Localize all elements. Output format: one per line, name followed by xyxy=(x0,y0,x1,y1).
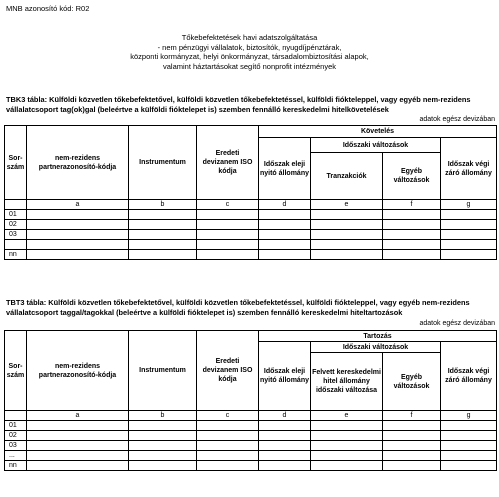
input-cell[interactable] xyxy=(383,451,441,461)
row-label: nn xyxy=(5,250,27,260)
input-cell[interactable] xyxy=(441,421,497,431)
input-cell[interactable] xyxy=(259,250,311,260)
input-cell[interactable] xyxy=(197,441,259,451)
input-cell[interactable] xyxy=(259,240,311,250)
header-opening: Időszak eleji nyitó állomány xyxy=(259,342,311,411)
table-row xyxy=(5,250,497,260)
header-credit-change: Felvett kereskedelmi hitel állomány időszaki változása xyxy=(311,353,383,411)
input-cell[interactable] xyxy=(259,461,311,471)
header-partner-code: nem-rezidens partnerazonosító-kódja xyxy=(27,126,129,200)
input-cell[interactable] xyxy=(311,250,383,260)
input-cell[interactable] xyxy=(441,250,497,260)
letter-cell: a xyxy=(27,411,129,421)
input-cell[interactable] xyxy=(197,461,259,471)
input-cell[interactable] xyxy=(383,431,441,441)
input-cell[interactable] xyxy=(197,210,259,220)
input-cell[interactable] xyxy=(441,240,497,250)
header-partner-code: nem-rezidens partnerazonosító-kódja xyxy=(27,331,129,411)
header-currency: Eredeti devizanem ISO kódja xyxy=(197,126,259,200)
input-cell[interactable] xyxy=(383,461,441,471)
input-cell[interactable] xyxy=(441,441,497,451)
input-cell[interactable] xyxy=(311,461,383,471)
table-row xyxy=(5,230,497,240)
input-cell[interactable] xyxy=(441,210,497,220)
input-cell[interactable] xyxy=(259,431,311,441)
input-cell[interactable] xyxy=(383,220,441,230)
letter-cell: b xyxy=(129,200,197,210)
letter-cell: c xyxy=(197,411,259,421)
input-cell[interactable] xyxy=(129,421,197,431)
row-label: ... xyxy=(5,451,27,461)
table-row xyxy=(5,441,497,451)
header-other-changes: Egyéb változások xyxy=(383,153,441,200)
header-opening: Időszak eleji nyitó állomány xyxy=(259,138,311,200)
input-cell[interactable] xyxy=(129,441,197,451)
letter-cell: g xyxy=(441,200,497,210)
header-closing: Időszak végi záró állomány xyxy=(441,138,497,200)
header-sorszam: Sor-szám xyxy=(5,126,27,200)
table-row xyxy=(5,210,497,220)
input-cell[interactable] xyxy=(441,461,497,471)
row-label: 02 xyxy=(5,431,27,441)
input-cell[interactable] xyxy=(383,210,441,220)
header-group: Tartozás xyxy=(259,331,497,342)
input-cell[interactable] xyxy=(311,210,383,220)
table-row xyxy=(5,421,497,431)
input-cell[interactable] xyxy=(383,230,441,240)
input-cell[interactable] xyxy=(27,230,129,240)
input-cell[interactable] xyxy=(311,441,383,451)
header-closing: Időszak végi záró állomány xyxy=(441,342,497,411)
input-cell[interactable] xyxy=(197,220,259,230)
input-cell[interactable] xyxy=(129,220,197,230)
input-cell[interactable] xyxy=(197,230,259,240)
header-group: Követelés xyxy=(259,126,497,138)
table-row xyxy=(5,240,497,250)
input-cell[interactable] xyxy=(27,451,129,461)
row-label: nn xyxy=(5,461,27,471)
title-line: Tőkebefektetések havi adatszolgáltatása xyxy=(181,33,318,42)
input-cell[interactable] xyxy=(311,451,383,461)
letter-cell: a xyxy=(27,200,129,210)
input-cell[interactable] xyxy=(129,240,197,250)
input-cell[interactable] xyxy=(197,250,259,260)
title-line: - nem pénzügyi vállalatok, biztosítók, nyugdíjpénztárak, xyxy=(157,42,342,52)
input-cell[interactable] xyxy=(383,421,441,431)
input-cell[interactable] xyxy=(259,220,311,230)
input-cell[interactable] xyxy=(197,421,259,431)
input-cell[interactable] xyxy=(129,461,197,471)
unit-note: adatok egész devizában xyxy=(419,320,495,327)
letter-cell: f xyxy=(383,411,441,421)
letter-cell: e xyxy=(311,200,383,210)
input-cell[interactable] xyxy=(259,441,311,451)
letter-cell: b xyxy=(129,411,197,421)
input-cell[interactable] xyxy=(259,230,311,240)
input-cell[interactable] xyxy=(129,230,197,240)
letter-cell: f xyxy=(383,200,441,210)
mnb-code: MNB azonosító kód: R02 xyxy=(6,4,90,13)
letter-cell: e xyxy=(311,411,383,421)
input-cell[interactable] xyxy=(27,421,129,431)
input-cell[interactable] xyxy=(27,461,129,471)
tbt3-table xyxy=(4,330,497,471)
header-sorszam: Sor-szám xyxy=(5,331,27,411)
row-label: 01 xyxy=(5,210,27,220)
input-cell[interactable] xyxy=(259,421,311,431)
input-cell[interactable] xyxy=(129,451,197,461)
input-cell[interactable] xyxy=(311,421,383,431)
header-currency: Eredeti devizanem ISO kódja xyxy=(197,331,259,411)
row-label xyxy=(5,240,27,250)
input-cell[interactable] xyxy=(197,431,259,441)
input-cell[interactable] xyxy=(311,431,383,441)
table-heading-tbk3: TBK3 tábla: Külföldi közvetlen tőkebefektetővel, külföldi közvetlen tőkebefektetéssel, külföldi fióktelеppel, vagy egyéb nem-rezidens vállalatcsoport tag(ok)gal (beleértve a külföldi fióktelepet is) szemben fennálló kereskedelmi hitelkövetelések xyxy=(6,95,471,114)
table-row xyxy=(5,451,497,461)
unit-note: adatok egész devizában xyxy=(419,116,495,123)
letter-cell: d xyxy=(259,411,311,421)
input-cell[interactable] xyxy=(129,250,197,260)
title-line: központi kormányzat, helyi önkormányzat, társadalombiztosítási alapok, xyxy=(130,52,369,62)
tbk3-table xyxy=(4,125,497,260)
header-instrument: Instrumentum xyxy=(129,126,197,200)
letter-cell xyxy=(5,200,27,210)
header-changes: Időszaki változások xyxy=(311,138,441,153)
input-cell[interactable] xyxy=(259,210,311,220)
table-heading-tbt3: TBT3 tábla: Külföldi közvetlen tőkebefektetővel, külföldi közvetlen tőkebefektetéssel, külföldi fióktelеppel, vagy egyéb nem-rezidens vállalatcsoport taggal/tagokkal (beleértve a külföldi fióktelepet is) szemben fennálló kereskedelmi hiteltartozások xyxy=(6,298,470,317)
input-cell[interactable] xyxy=(27,431,129,441)
input-cell[interactable] xyxy=(441,431,497,441)
input-cell[interactable] xyxy=(383,441,441,451)
letter-cell xyxy=(5,411,27,421)
input-cell[interactable] xyxy=(27,210,129,220)
row-label: 01 xyxy=(5,421,27,431)
input-cell[interactable] xyxy=(259,451,311,461)
input-cell[interactable] xyxy=(383,250,441,260)
letter-cell: c xyxy=(197,200,259,210)
letter-cell: g xyxy=(441,411,497,421)
input-cell[interactable] xyxy=(27,250,129,260)
header-other-changes: Egyéb változások xyxy=(383,353,441,411)
header-changes: Időszaki változások xyxy=(311,342,441,353)
input-cell[interactable] xyxy=(311,230,383,240)
input-cell[interactable] xyxy=(383,240,441,250)
input-cell[interactable] xyxy=(441,230,497,240)
input-cell[interactable] xyxy=(441,451,497,461)
table-row xyxy=(5,431,497,441)
letter-cell: d xyxy=(259,200,311,210)
input-cell[interactable] xyxy=(27,220,129,230)
input-cell[interactable] xyxy=(197,240,259,250)
report-title xyxy=(0,33,499,71)
input-cell[interactable] xyxy=(197,451,259,461)
input-cell[interactable] xyxy=(441,220,497,230)
input-cell[interactable] xyxy=(311,240,383,250)
input-cell[interactable] xyxy=(311,220,383,230)
title-line: valamint háztartásokat segítő nonprofit intézmények xyxy=(162,61,336,71)
input-cell[interactable] xyxy=(129,210,197,220)
input-cell[interactable] xyxy=(27,240,129,250)
table-row xyxy=(5,461,497,471)
row-label: 03 xyxy=(5,441,27,451)
row-label: 02 xyxy=(5,220,27,230)
input-cell[interactable] xyxy=(27,441,129,451)
header-transactions: Tranzakciók xyxy=(311,153,383,200)
table-row xyxy=(5,220,497,230)
header-instrument: Instrumentum xyxy=(129,331,197,411)
row-label: 03 xyxy=(5,230,27,240)
input-cell[interactable] xyxy=(129,431,197,441)
